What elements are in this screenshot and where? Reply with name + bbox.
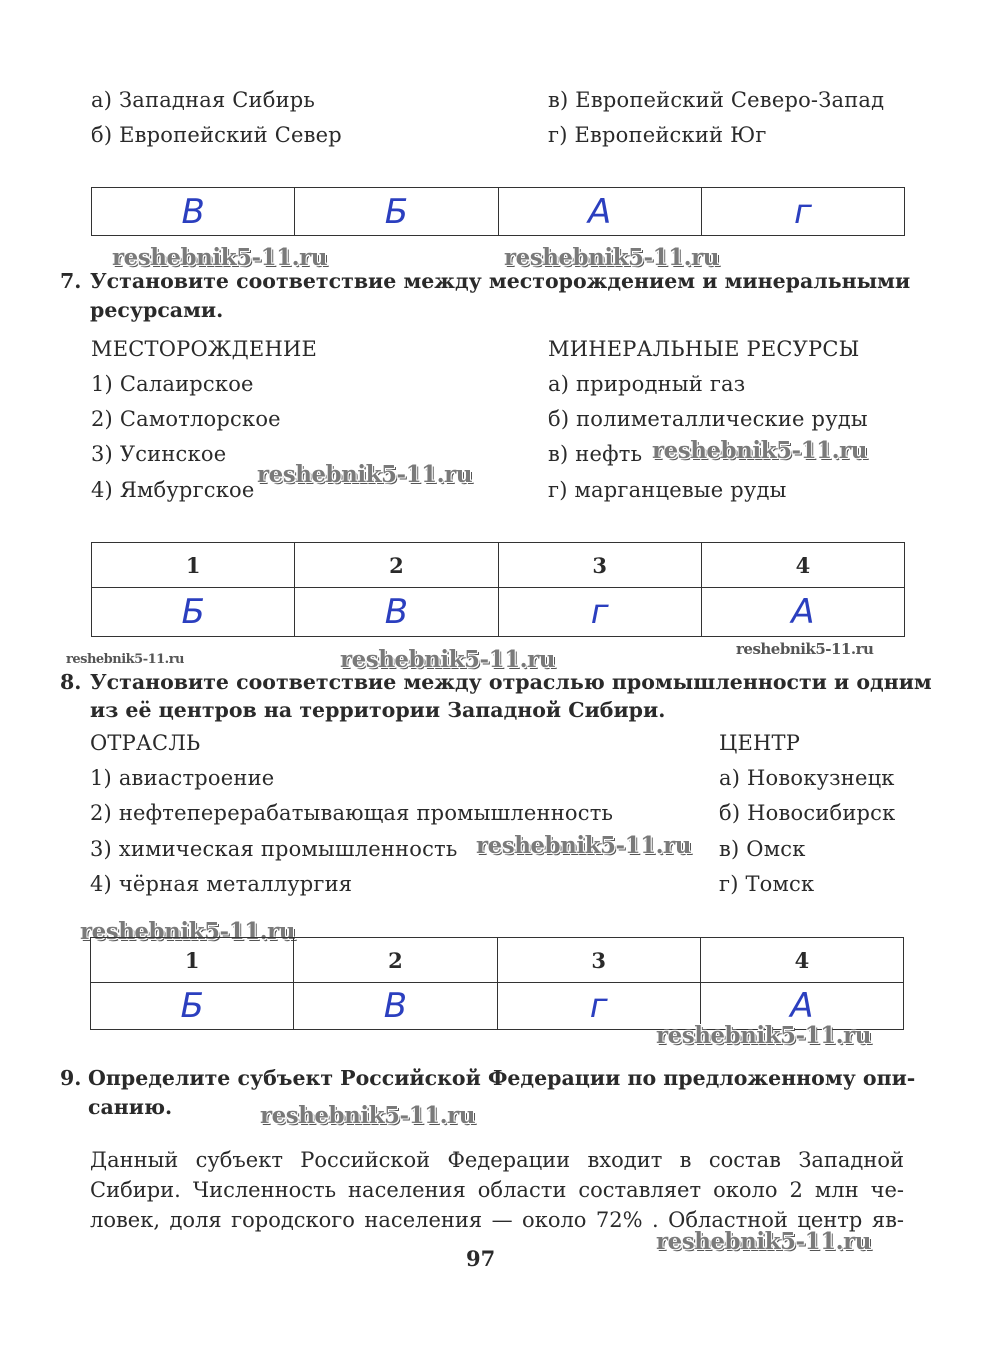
watermark: reshebnik5-11.ru	[476, 832, 691, 859]
q8-left-item-1: 1) авиастроение	[90, 766, 275, 790]
answer-cell[interactable]	[92, 588, 295, 637]
answer-cell[interactable]	[91, 983, 294, 1030]
answer-cell[interactable]	[498, 188, 701, 236]
question-7-title-line2: ресурсами.	[90, 298, 224, 322]
handwritten-answer: В	[181, 191, 205, 232]
q7-right-header: МИНЕРАЛЬНЫЕ РЕСУРСЫ	[548, 337, 860, 361]
q8-left-item-3: 3) химическая промышленность	[90, 837, 458, 861]
q8-right-item-v: в) Омск	[719, 837, 806, 861]
handwritten-answer: Б	[181, 592, 205, 632]
page-number: 97	[466, 1246, 496, 1271]
handwritten-answer: г	[590, 592, 609, 632]
table-header-cell: 1	[92, 543, 295, 588]
question-8-title-line2: из её центров на территории Западной Сибири.	[90, 698, 666, 722]
q7-left-header: МЕСТОРОЖДЕНИЕ	[91, 337, 318, 361]
handwritten-answer: А	[790, 986, 814, 1026]
q7-left-item-3: 3) Усинское	[91, 442, 227, 466]
handwritten-answer: В	[383, 986, 408, 1026]
watermark: reshebnik5-11.ru	[260, 1102, 475, 1129]
option-g: г) Европейский Юг	[548, 123, 767, 147]
q7-left-item-1: 1) Салаирское	[91, 372, 254, 396]
handwritten-answer: г	[793, 191, 812, 232]
handwritten-answer: Б	[384, 191, 409, 232]
answer-cell[interactable]	[295, 588, 498, 637]
q8-right-item-b: б) Новосибирск	[719, 801, 896, 825]
watermark: reshebnik5-11.ru	[504, 244, 719, 271]
answer-cell[interactable]	[92, 188, 295, 236]
question-9-title-line2: санию.	[88, 1095, 173, 1119]
q7-right-item-g: г) марганцевые руды	[548, 478, 787, 502]
watermark: reshebnik5-11.ru	[340, 646, 555, 673]
question-9-title-line1: Определите субъект Российской Федерации по предложенному опи-	[88, 1066, 916, 1090]
answer-table-q7	[91, 542, 905, 637]
answer-cell[interactable]	[294, 983, 497, 1030]
question-7-title-line1: Установите соответствие между месторождением и минеральными	[90, 269, 911, 293]
watermark: reshebnik5-11.ru	[652, 437, 867, 464]
watermark: reshebnik5-11.ru	[656, 1022, 871, 1049]
option-b: б) Европейский Север	[91, 123, 342, 147]
question-8-title-line1: Установите соответствие между отраслью промышленности и одним	[90, 670, 932, 694]
q7-right-item-a: а) природный газ	[548, 372, 746, 396]
q8-left-header: ОТРАСЛЬ	[90, 731, 201, 755]
handwritten-answer: г	[589, 986, 608, 1026]
table-header-cell: 4	[701, 543, 904, 588]
table-header-cell: 4	[700, 938, 903, 983]
answer-cell[interactable]	[701, 188, 904, 236]
question-7-number: 7.	[60, 269, 82, 293]
table-header-cell: 3	[497, 938, 700, 983]
q7-left-item-2: 2) Самотлорское	[91, 407, 281, 431]
watermark: reshebnik5-11.ru	[80, 918, 295, 945]
q7-right-item-v: в) нефть	[548, 442, 643, 466]
option-v: в) Европейский Северо-Запад	[548, 88, 885, 112]
q7-right-item-b: б) полиметаллические руды	[548, 407, 868, 431]
question-9-text-line2: Сибири. Численность населения области составляет около 2 млн че-	[90, 1178, 904, 1202]
q8-right-header: ЦЕНТР	[719, 731, 801, 755]
q8-right-item-g: г) Томск	[719, 872, 815, 896]
handwritten-answer: В	[384, 592, 409, 632]
watermark: reshebnik5-11.ru	[736, 640, 874, 658]
q8-left-item-4: 4) чёрная металлургия	[90, 872, 353, 896]
table-header-cell: 2	[295, 543, 498, 588]
handwritten-answer: А	[587, 191, 612, 232]
answer-table-q8	[90, 937, 904, 1030]
table-header-cell: 2	[294, 938, 497, 983]
answer-table-q6	[91, 187, 905, 236]
answer-cell[interactable]	[701, 588, 904, 637]
watermark: reshebnik5-11.ru	[112, 244, 327, 271]
question-9-text-line1: Данный субъект Российской Федерации входит в состав Западной	[90, 1148, 904, 1172]
watermark: reshebnik5-11.ru	[257, 461, 472, 488]
q8-right-item-a: а) Новокузнецк	[719, 766, 895, 790]
question-9-text-line3: ловек, доля городского населения — около 72% . Областной центр яв-	[90, 1208, 904, 1232]
table-header-cell: 3	[498, 543, 701, 588]
watermark: reshebnik5-11.ru	[656, 1228, 871, 1255]
handwritten-answer: Б	[180, 986, 204, 1026]
handwritten-answer: А	[791, 592, 815, 632]
answer-cell[interactable]	[498, 588, 701, 637]
q7-left-item-4: 4) Ямбургское	[91, 478, 255, 502]
q8-left-item-2: 2) нефтеперерабатывающая промышленность	[90, 801, 614, 825]
table-header-cell: 1	[91, 938, 294, 983]
question-8-number: 8.	[60, 670, 82, 694]
watermark: reshebnik5-11.ru	[66, 652, 185, 667]
question-9-number: 9.	[60, 1066, 82, 1090]
answer-cell[interactable]	[295, 188, 498, 236]
option-a: а) Западная Сибирь	[91, 88, 316, 112]
